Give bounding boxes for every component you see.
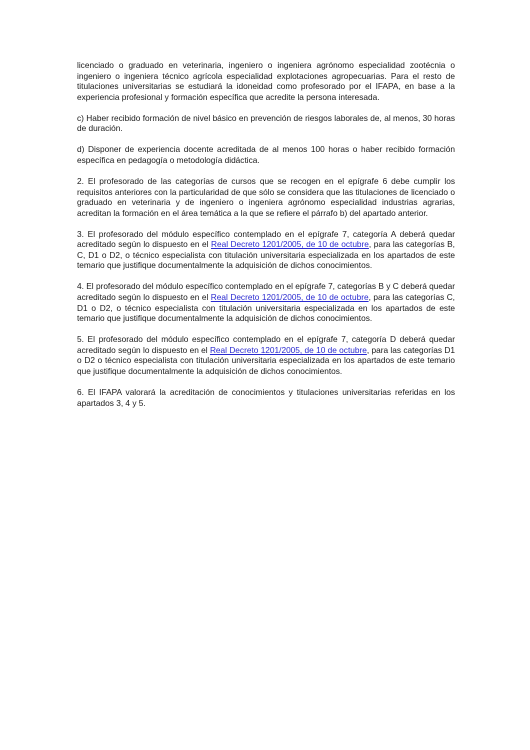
real-decreto-link[interactable]: Real Decreto 1201/2005, de 10 de octubre (209, 344, 367, 355)
paragraph-requisito-c-prevencion-riesgos: c) Haber recibido formación de nivel básico en prevención de riesgos laborales de, al menos, 30 horas de duración. (77, 112, 455, 134)
paragraph-4-text-before: 4. El profesorado del módulo específico contemplado en el epígrafe 7, categorías B y C deberá quedar acreditado según lo dispuesto en el (77, 281, 455, 303)
paragraph-5-categoria-d (77, 334, 455, 376)
document-page (77, 60, 455, 408)
paragraph-4-categorias-b-c (77, 281, 455, 323)
paragraph-4-text-after: , para las categorías C, D1 o D2, o técnico especialista con titulación universitaria especializada en los apartados de este temario que justifique documentalmente la adquisición de dichos conocimientos. (77, 292, 455, 324)
paragraph-3-text-before: 3. El profesorado del módulo específico contemplado en el epígrafe 7, categoría A deberá quedar acreditado según lo dispuesto en el (77, 228, 455, 250)
real-decreto-link[interactable]: Real Decreto 1201/2005, de 10 de octubre (210, 239, 369, 250)
paragraph-6-ifapa-valoracion: 6. El IFAPA valorará la acreditación de conocimientos y titulaciones universitarias referidas en los apartados 3, 4 y 5. (77, 386, 455, 408)
paragraph-3-categoria-a (77, 229, 455, 271)
paragraph-5-text-after: , para las categorías D1 o D2 o técnico especialista con titulación universitaria especializada en los apartados de este temario que justifique documentalmente la adquisición de dichos conocimientos. (77, 344, 455, 376)
paragraph-3-text-after: , para las categorías B, C, D1 o D2, o técnico especialista con titulación universitaria especializada en los apartados de este temario que justifique documentalmente la adquisición de dichos conocimientos. (77, 239, 455, 271)
paragraph-2-profesorado-epigrafe-6: 2. El profesorado de las categorías de cursos que se recogen en el epígrafe 6 debe cumplir los requisitos anteriores con la particularidad de que sólo se considera que las titulaciones de licenciado o graduado en veterinaria y de ingeniero o ingeniera agrónomo especialidad industrias agrarias, acreditan la formación en el área temática a la que se refiere el párrafo b) del apartado anterior. (77, 175, 455, 218)
paragraph-titulaciones-idoneidad: licenciado o graduado en veterinaria, ingeniero o ingeniera agrónomo especialidad zootécnia o ingeniero o ingeniera técnico agrícola especialidad explotaciones agropecuarias. Para el resto de titulaciones universitarias se estudiará la idoneidad como profesorado por el IFAPA, en base a la experiencia profesional y formación específica que acredite la persona interesada. (77, 60, 455, 102)
real-decreto-link[interactable]: Real Decreto 1201/2005, de 10 de octubre (210, 292, 369, 303)
paragraph-5-text-before: 5. El profesorado del módulo específico contemplado en el epígrafe 7, categoría D deberá quedar acreditado según lo dispuesto en el (77, 334, 455, 355)
paragraph-requisito-d-experiencia-docente: d) Disponer de experiencia docente acreditada de al menos 100 horas o haber recibido formación específica en pedagogía o metodología didáctica. (77, 144, 455, 165)
